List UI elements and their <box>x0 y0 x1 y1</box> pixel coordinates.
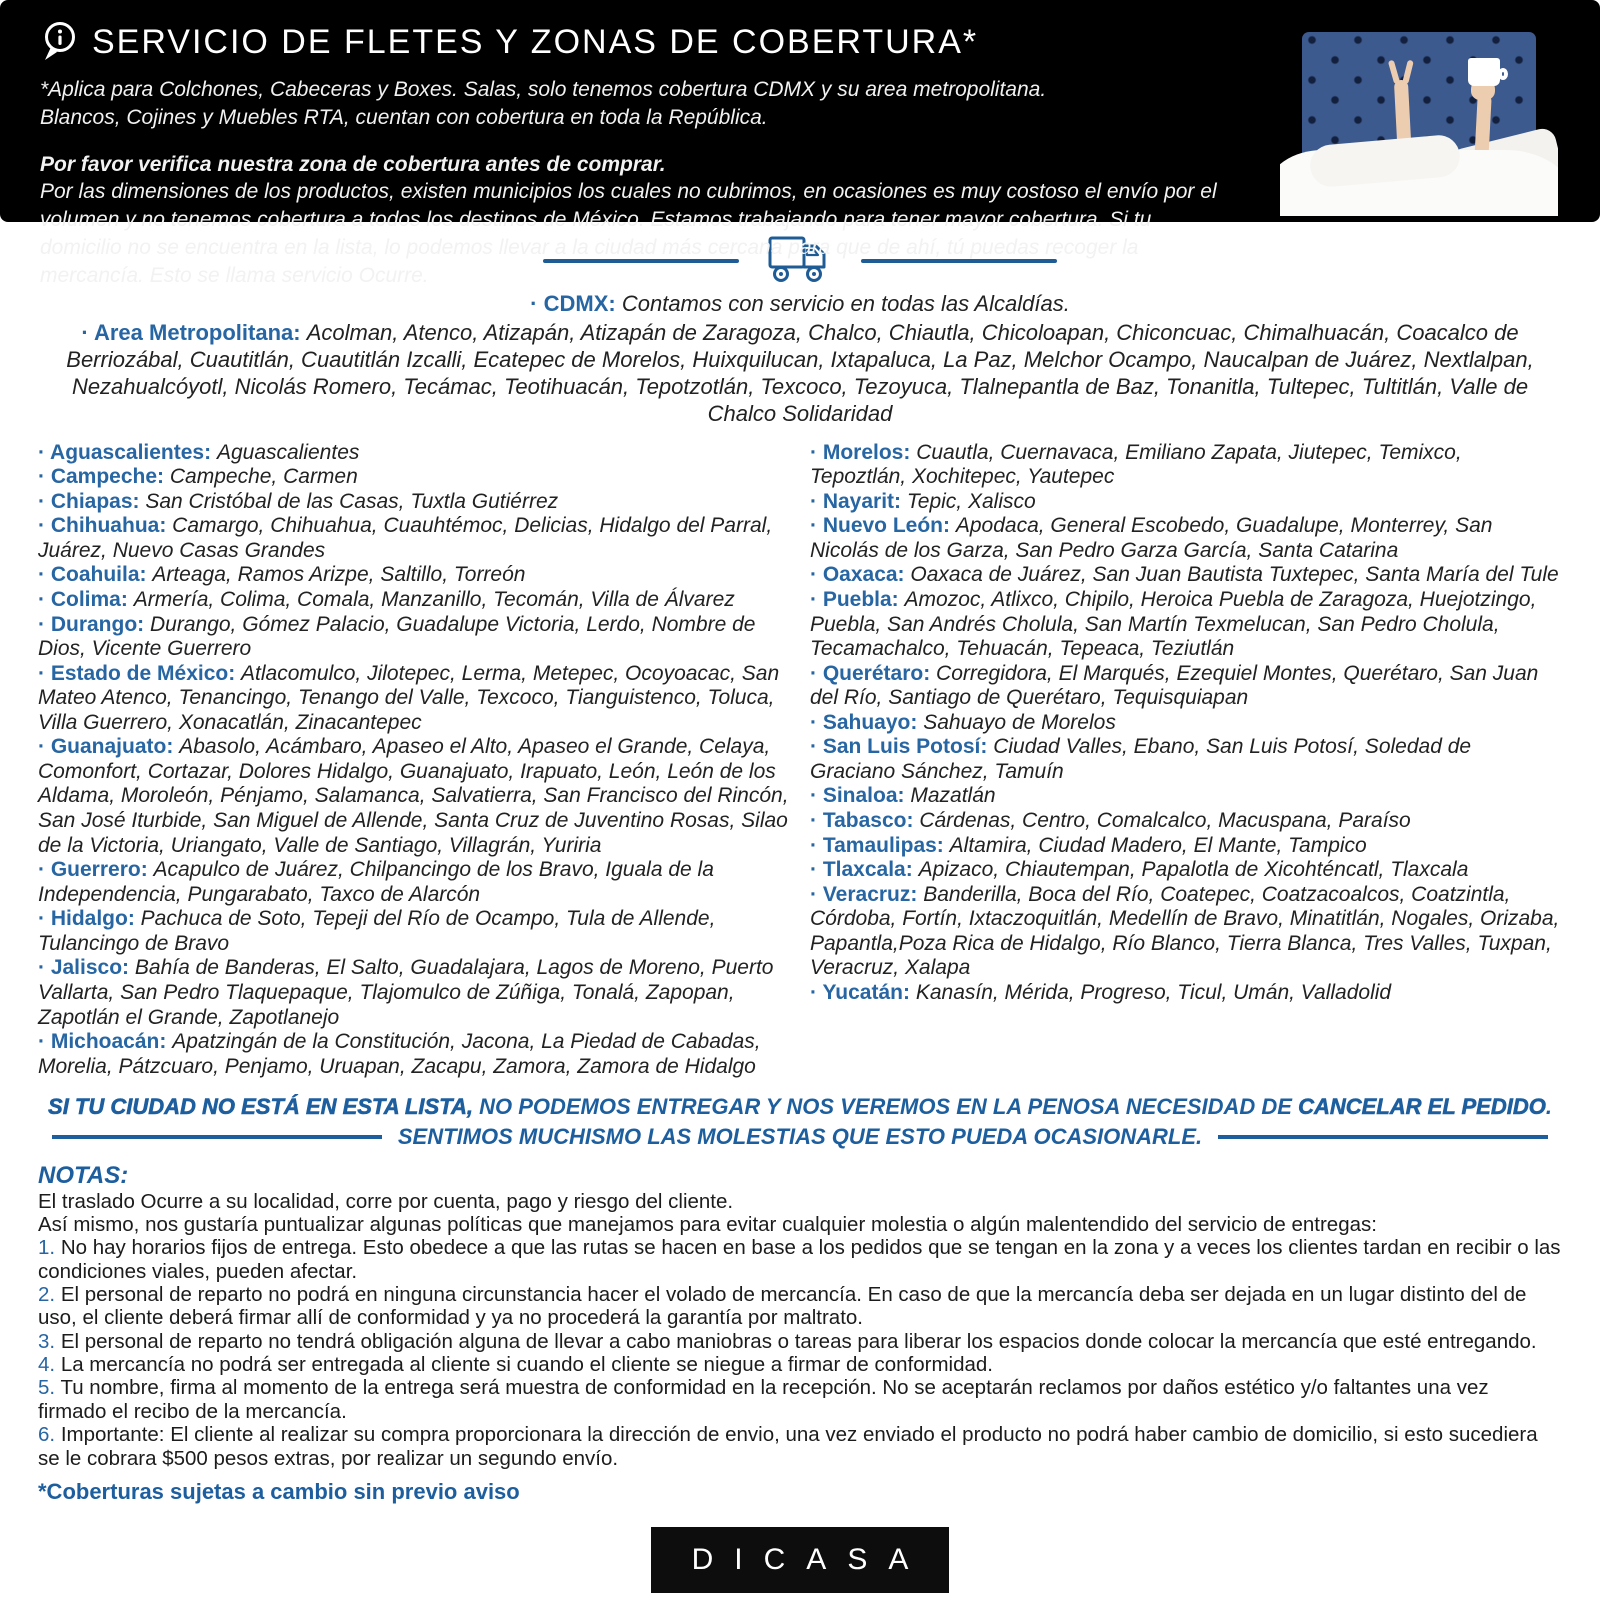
state-entry <box>38 563 790 588</box>
state-name: · Estado de México: <box>38 661 236 685</box>
states-column-left <box>38 441 790 1080</box>
state-entry <box>38 465 790 490</box>
state-entry <box>810 588 1562 662</box>
state-name: · Querétaro: <box>810 661 931 685</box>
state-name: · Coahuila: <box>38 563 147 587</box>
state-cities: Banderilla, Boca del Río, Coatepec, Coatzacoalcos, Coatzintla, Córdoba, Fortín, Ixtaczoquitlán, Medellín de Bravo, Minatitlán, Nogales, Orizaba, Papantla,Poza Rica de Hidalgo, Río Blanco, Tierra Blanca, Tres Valles, Tuxpan, Veracruz, Xalapa <box>810 882 1560 980</box>
state-entry <box>810 809 1562 834</box>
state-name: · Nuevo León: <box>810 514 950 538</box>
metro-coverage <box>45 319 1555 428</box>
state-cities: Armería, Colima, Comala, Manzanillo, Tecomán, Villa de Álvarez <box>133 587 735 611</box>
state-name: · Aguascalientes: <box>38 440 212 464</box>
state-entry <box>38 490 790 515</box>
state-name: · Morelos: <box>810 440 911 464</box>
warning-line-2 <box>0 1124 1600 1150</box>
state-cities: Mazatlán <box>910 784 996 808</box>
cdmx-text: Contamos con servicio en todas las Alcaldías. <box>621 291 1070 316</box>
state-entry <box>810 784 1562 809</box>
state-name: · Hidalgo: <box>38 907 135 931</box>
state-cities: Corregidora, El Marqués, Ezequiel Montes, Querétaro, San Juan del Río, Santiago de Querétaro, Tequisquiapan <box>810 661 1539 710</box>
state-name: · San Luis Potosí: <box>810 735 988 759</box>
notes-section <box>0 1162 1600 1470</box>
state-entry <box>810 735 1562 784</box>
state-name: · Colima: <box>38 587 128 611</box>
state-entry <box>38 858 790 907</box>
state-cities: San Cristóbal de las Casas, Tuxtla Gutiérrez <box>145 489 559 513</box>
state-cities: Cuautla, Cuernavaca, Emiliano Zapata, Jiutepec, Temixco, Tepoztlán, Xochitepec, Yautepec <box>810 440 1462 489</box>
state-name: · Veracruz: <box>810 882 918 906</box>
state-cities: Kanasín, Mérida, Progreso, Ticul, Umán, Valladolid <box>915 980 1392 1004</box>
verify-line: Por favor verifica nuestra zona de cobertura antes de comprar. <box>40 152 666 176</box>
state-entry <box>810 711 1562 736</box>
state-name: · Durango: <box>38 612 145 636</box>
coverage-disclaimer: *Coberturas sujetas a cambio sin previo aviso <box>38 1478 520 1504</box>
state-name: · Tlaxcala: <box>810 858 913 882</box>
state-name: · Tamaulipas: <box>810 833 944 857</box>
warning-line-1: SI TU CIUDAD NO ESTÁ EN ESTA LISTA, NO PODEMOS ENTREGAR Y NOS VEREMOS EN LA PENOSA NECESIDAD DE CANCELAR EL PEDIDO. <box>48 1094 1552 1120</box>
warning-rule-right <box>1218 1135 1548 1139</box>
state-cities: Abasolo, Acámbaro, Apaseo el Alto, Apaseo el Grande, Celaya, Comonfort, Cortazar, Dolores Hidalgo, Guanajuato, Irapuato, León, León de los Aldama, Moroleón, Pénjamo, Salamanca, Salvatierra, San Francisco del Rincón, San José Iturbide, San Miguel de Allende, Santa Cruz de Juventino Rosas, Silao de la Victoria, Uriangato, Valle de Santiago, Villagrán, Yuriria <box>38 735 789 857</box>
cdmx-label: · CDMX: <box>530 291 616 316</box>
state-name: · Chihuahua: <box>38 514 167 538</box>
note-item: 3. El personal de reparto no tendrá obligación alguna de llevar a cabo maniobras o tareas para liberar los espacios donde colocar la mercancía que esté entregando. <box>38 1329 1537 1353</box>
state-entry <box>38 956 790 1030</box>
state-cities: Ciudad Valles, Ebano, San Luis Potosí, Soledad de Graciano Sánchez, Tamuín <box>810 735 1472 783</box>
state-cities: Aguascalientes <box>216 440 360 464</box>
state-cities: Altamira, Ciudad Madero, El Mante, Tampico <box>949 833 1367 857</box>
state-cities: Camargo, Chihuahua, Cuauhtémoc, Delicias, Hidalgo del Parral, Juárez, Nuevo Casas Grandes <box>38 514 773 562</box>
state-cities: Amozoc, Atlixco, Chipilo, Heroica Puebla de Zaragoza, Huejotzingo, Puebla, San Andrés Cholula, San Martín Texmelucan, San Pedro Cholula, Tecamachalco, Tehuacán, Tepeaca, Teziutlán <box>810 587 1537 661</box>
metro-label: · Area Metropolitana: <box>81 319 301 345</box>
notes-heading: NOTAS: <box>38 1162 129 1190</box>
state-entry <box>38 1030 790 1079</box>
state-cities: Apodaca, General Escobedo, Guadalupe, Monterrey, San Nicolás de los Garza, San Pedro Garza García, Santa Catarina <box>810 514 1493 562</box>
state-cities: Acapulco de Juárez, Chilpancingo de los Bravo, Iguala de la Independencia, Pungarabato, Taxco de Alarcón <box>38 858 714 906</box>
state-cities: Apizaco, Chiautempan, Papalotla de Xicohténcatl, Tlaxcala <box>918 858 1469 882</box>
state-cities: Apatzingán de la Constitución, Jacona, La Piedad de Cabadas, Morelia, Pátzcuaro, Penjamo, Uruapan, Zacapu, Zamora, Zamora de Hidalgo <box>38 1030 761 1078</box>
info-pin-icon <box>40 20 78 64</box>
state-entry <box>38 613 790 662</box>
states-section <box>0 441 1600 1080</box>
note-item: 6. Importante: El cliente al realizar su compra proporcionara la dirección de envio, una vez enviado el producto no podrá haber cambio de domicilio, si esto sucediera se le cobrara $500 pesos extras, por realizar un segundo envío. <box>38 1423 1538 1470</box>
note-item: 5. Tu nombre, firma al momento de la entrega será muestra de conformidad en la recepción. No se aceptarán reclamos por daños estético y/o faltantes una vez firmado el recibo de la mercancía. <box>38 1376 1489 1423</box>
state-entry <box>810 981 1562 1006</box>
state-cities: Arteaga, Ramos Arizpe, Saltillo, Torreón <box>152 563 526 587</box>
state-cities: Atlacomulco, Jilotepec, Lerma, Metepec, Ocoyoacac, San Mateo Atenco, Tenancingo, Tenango del Valle, Texcoco, Tianguistenco, Toluca, Villa Guerrero, Xonacatlán, Zinacantepec <box>38 661 780 734</box>
state-name: · Campeche: <box>38 465 165 489</box>
note-item: 2. El personal de reparto no podrá en ninguna circunstancia hacer el volado de mercancía. En caso de que la mercancía deba ser dejada en un lugar distinto del de uso, el cliente deberá firmar allí de conformidad y ya no procederá la garantía por maltrato. <box>38 1282 1527 1330</box>
state-name: · Tabasco: <box>810 809 914 832</box>
state-name: · Sinaloa: <box>810 784 905 808</box>
state-cities: Campeche, Carmen <box>169 465 358 489</box>
state-entry <box>38 441 790 466</box>
state-name: · Sahuayo: <box>810 710 918 734</box>
state-cities: Pachuca de Soto, Tepeji del Río de Ocampo, Tula de Allende, Tulancingo de Bravo <box>38 907 716 955</box>
state-cities: Sahuayo de Morelos <box>923 710 1116 734</box>
state-entry <box>810 441 1562 490</box>
cdmx-coverage <box>0 290 1600 318</box>
headboard-photo <box>1280 18 1558 216</box>
state-name: · Puebla: <box>810 587 899 611</box>
state-cities: Durango, Gómez Palacio, Guadalupe Victoria, Lerdo, Nombre de Dios, Vicente Guerrero <box>38 612 756 661</box>
state-entry <box>38 735 790 858</box>
state-entry <box>810 490 1562 515</box>
state-name: · Yucatán: <box>810 980 910 1004</box>
warning-apology: SENTIMOS MUCHISMO LAS MOLESTIAS QUE ESTO PUEDA OCASIONARLE. <box>397 1124 1203 1150</box>
state-cities: Bahía de Banderas, El Salto, Guadalajara, Lagos de Moreno, Puerto Vallarta, San Pedro Tlaquepaque, Tlajomulco de Zúñiga, Tonalá, Zapopan, Zapotlán el Grande, Zapotlanejo <box>38 956 774 1029</box>
warning-rule-left <box>52 1135 382 1139</box>
state-entry <box>38 514 790 563</box>
note-item: 4. La mercancía no podrá ser entregada al cliente si cuando el cliente se niegue a firmar de conformidad. <box>38 1353 993 1377</box>
header-banner <box>0 0 1600 287</box>
state-entry <box>810 858 1562 883</box>
header-paragraph <box>40 151 1230 290</box>
coffee-mug <box>1468 58 1500 86</box>
subtitle-line-1: *Aplica para Colchones, Cabeceras y Boxes. Salas, solo tenemos cobertura CDMX y su area metropolitana. <box>40 78 1047 101</box>
state-name: · Oaxaca: <box>810 563 905 587</box>
state-entry <box>810 563 1562 588</box>
notes-intro-1: El traslado Ocurre a su localidad, corre por cuenta, pago y riesgo del cliente. <box>38 1189 734 1213</box>
state-cities: Tepic, Xalisco <box>906 489 1036 513</box>
warning-banner <box>0 1094 1600 1150</box>
state-entry <box>38 662 790 736</box>
state-entry <box>810 662 1562 711</box>
state-name: · Guanajuato: <box>38 735 174 759</box>
state-entry <box>38 907 790 956</box>
metro-cities: Acolman, Atenco, Atizapán, Atizapán de Zaragoza, Chalco, Chiautla, Chicoloapan, Chiconcuac, Chimalhuacán, Coacalco de Berriozábal, Cuautitlán, Cuautitlán Izcalli, Ecatepec de Morelos, Huixquilucan, Ixtapaluca, La Paz, Melchor Ocampo, Naucalpan de Juárez, Nextlalpan, Nezahualcóyotl, Nicolás Romero, Tecámac, Teotihuacán, Tepotzotlán, Texcoco, Tezoyuca, Tlalnepantla de Baz, Tonanitla, Tultepec, Tultitlán, Valle de Chalco Solidaridad <box>66 319 1534 427</box>
state-entry <box>810 514 1562 563</box>
state-cities: Oaxaca de Juárez, San Juan Bautista Tuxtepec, Santa María del Tule <box>910 563 1559 587</box>
state-name: · Michoacán: <box>38 1030 167 1054</box>
state-entry <box>810 883 1562 981</box>
state-name: · Jalisco: <box>38 956 130 980</box>
state-name: · Chiapas: <box>38 489 140 513</box>
state-name: · Nayarit: <box>810 489 902 513</box>
state-cities: Cárdenas, Centro, Comalcalco, Macuspana, Paraíso <box>919 809 1411 832</box>
notes-intro-2: Así mismo, nos gustaría puntualizar algunas políticas que manejamos para evitar cualquier molestia o algún malentendido del servicio de entregas: <box>38 1212 1377 1236</box>
coverage-paragraph: Por las dimensiones de los productos, existen municipios los cuales no cubrimos, en ocasiones es muy costoso el envío por el volumen y no tenemos cobertura a todos los destinos de México. Estamos trabajando para tener mayor cobertura. Si tu domicilio no se encuentra en la lista, lo podemos llevar a la ciudad más cercana para que de ahí, tú puedas recoger la mercancía. Esto se llama servicio Ocurre. <box>40 180 1217 287</box>
dicasa-logo: DICASA <box>651 1527 949 1593</box>
subtitle-line-2: Blancos, Cojines y Muebles RTA, cuentan con cobertura en toda la República. <box>40 106 768 130</box>
states-column-right <box>810 441 1562 1080</box>
page-title: SERVICIO DE FLETES Y ZONAS DE COBERTURA* <box>92 22 979 61</box>
state-name: · Guerrero: <box>38 858 148 882</box>
state-entry <box>810 834 1562 859</box>
note-item: 1. No hay horarios fijos de entrega. Esto obedece a que las rutas se hacen en base a los pedidos que se tengan en la zona y a veces los clientes tardan en recibir o las condiciones viales, pueden afectar. <box>38 1236 1561 1283</box>
state-entry <box>38 588 790 613</box>
